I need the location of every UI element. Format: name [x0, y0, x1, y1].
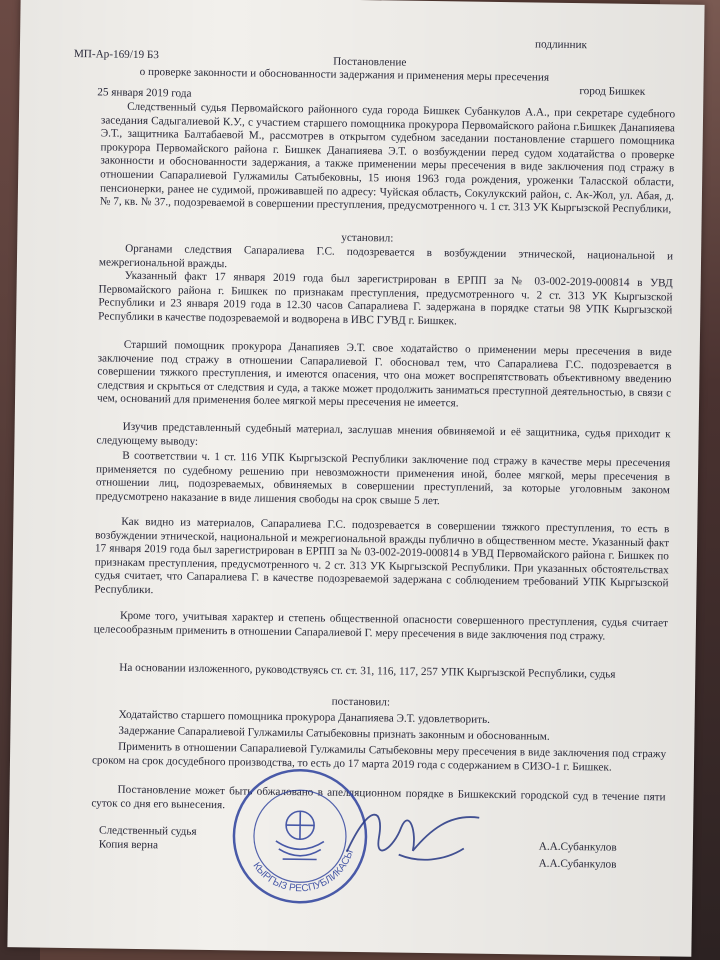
established-paragraph-5: В соответствии ч. 1 ст. 116 УПК Кыргызской Республики заключение под стражу в качестве меры пресечения применяется по судебному решению при невозможности применения иной, более мягкой, меры пресечения в отношении лиц, подозреваемых, обвиняемых в совершении преступлений, за которые уголовным законом предусмотрено наказание в виде лишения свободы на срок свыше 5 лет. — [95, 449, 671, 507]
document-title: Постановление — [333, 55, 407, 69]
document-city: город Бишкек — [579, 85, 646, 99]
handwritten-signature — [338, 792, 489, 874]
resolved-paragraph-4: Постановление может быть обжаловано в апелляционном порядке в Бишкекский городской суд в течение пяти суток со дня его вынесения. — [91, 783, 666, 811]
resolved-heading: постановил: — [331, 695, 391, 709]
judge-name-1: А.А.Субанкулов — [538, 840, 617, 854]
established-paragraph-1: Органами следствия Сапаралиева Г.С. подозревается в возбуждении этнической, национальной и межрегиональной вражды. — [98, 242, 674, 270]
resolved-paragraph-2: Задержание Сапаралиевой Гулжамилы Сатыбековны признать законным и обоснованным. — [118, 724, 550, 743]
original-mark: подлинник — [534, 38, 588, 52]
document-date: 25 января 2019 года — [97, 86, 192, 100]
established-paragraph-3: Старший помощник прокурора Данапияев Э.Т. свое ходатайство о применении меры пресечения в виде заключение под стражу в отношении Сапаралиевой Г. обосновал тем, что Сапаралиева Г.С. подозревается в совершении тяжкого преступления, и имеются опасения, что она может воспрепятствовать объективному введению следствия и скрыться от следствия и суда, а также может продолжить заниматься преступной деятельностью, в связи с чем, оснований для применения более мягкой меры пресечения не имеется. — [96, 338, 672, 410]
emblem-icon — [276, 811, 325, 860]
stamp-text: КЫРГЫЗ РЕСПУБЛИКАСЫ — [250, 848, 356, 895]
established-heading: установил: — [341, 231, 394, 245]
copy-note: Копия верна — [98, 838, 159, 852]
established-paragraph-6: Как видно из материалов, Сапаралиева Г.С. подозревается в совершении тяжкого преступления, то есть в возбуждении этнической, национальной и межрегиональной вражды публично в общественном месте. Указанный факт 17 января 2019 года был зарегистрирован в ЕРПП за № 03-002-2019-000814 в УВД Первомайского района г. Бишкек по признакам преступления, предусмотренного ч. 2 ст. 313 УК Кыргызской Республики. При указанных обстоятельствах судья считает, что Сапаралиева Г. в качестве подозреваемой задержана с соблюдением требований УПК Кыргызской Республики. — [94, 515, 670, 597]
signature-role: Следственный судья — [98, 824, 197, 838]
established-paragraph-2: Указанный факт 17 января 2019 года был зарегистрирован в ЕРПП за № 03-002-2019-000814 в УВД Первомайского района г. Бишкек по признакам преступления, предусмотренного ч. 2 ст. 313 УК Кыргызской Республики и 23 января 2019 года в 12.30 часов Сапаралиева Г. задержана в порядке статьи 98 УПК Кыргызской Республики в качестве подозреваемой и водворена в ИВС ГУВД г. Бишкек. — [98, 269, 673, 328]
document-page — [7, 0, 704, 957]
intro-paragraph: Следственный судья Первомайского районного суда города Бишкек Субанкулов А.А., при секретаре судебного заседания Садыгалиевой К.У., с участием старшего помощника прокурора Первомайского района г.Бишкек Данапияева Э.Т., защитника Балтабаевой М., рассмотрев в открытом судебном заседании постановление старшего помощника прокурора Первомайского района г. Бишкек Данапияева Э.Т. о возбуждении перед судом ходатайства о проверке законности и обоснованности задержания, а также применении меры пресечения в виде заключения под стражу в отношении Сапаралиевой Гулжамилы Сатыбековны, 15 июня 1963 года рождения, уроженки Таласской области, пенсионерки, ранее не судимой, проживавшей по адресу: Чуйская область, Сокулукский район, с. Ак-Жол, ул. Абая, д. № 7, кв. № 37., подозреваемой в совершении преступления, предусмотренного ч. 1 ст. 313 УК Кыргызской Республики, — [99, 100, 676, 216]
resolved-paragraph-1: Ходатайство старшего помощника прокурора Данапияева Э.Т. удовлетворить. — [118, 708, 491, 726]
resolved-paragraph-3: Применить в отношении Сапаралиевой Гулжамилы Сатыбековны меру пресечения в виде заключения под стражу сроком на срок досудебного производства, то есть до 17 марта 2019 года с содержанием в СИЗО-1 г. Бишкек. — [91, 740, 667, 774]
established-paragraph-8: На основании изложенного, руководствуясь ст. ст. 31, 116, 117, 257 УПК Кыргызской Республики, судья — [119, 661, 616, 681]
established-paragraph-7: Кроме того, учитывая характер и степень общественной опасности совершенного преступления, судья считает целесообразным применить в отношении Сапаралиевой Г. меру пресечения в виде заключения под стражу. — [93, 609, 669, 643]
judge-name-2: А.А.Субанкулов — [538, 857, 617, 871]
established-paragraph-4: Изучив представленный судебный материал, заслушав мнения обвиняемой и её защитника, судья приходит к следующему выводу: — [96, 420, 671, 448]
document-subject: о проверке законности и обоснованности задержания и применения меры пресечения — [139, 65, 550, 84]
case-number: МП-Ар-169/19 Б3 — [73, 48, 159, 62]
